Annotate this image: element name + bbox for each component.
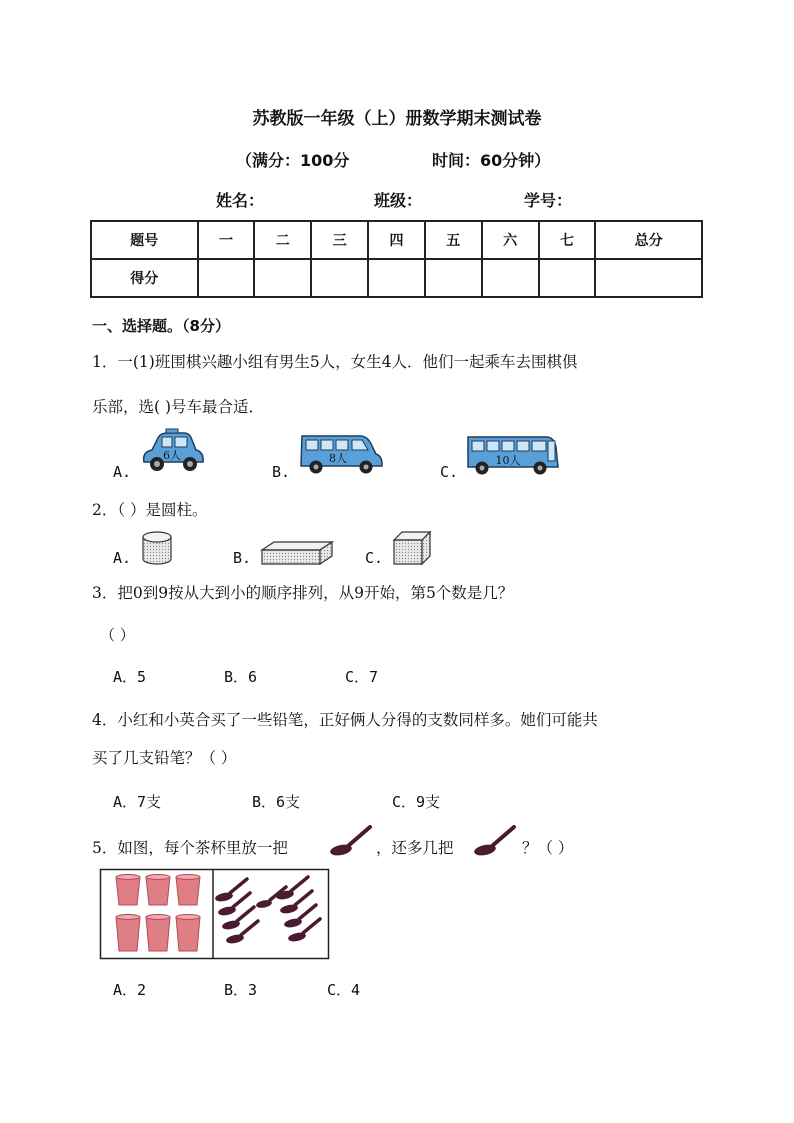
option-c: C．7 [345,668,379,686]
score-input-cell[interactable] [539,259,596,297]
section-title: 一、选择题。（8分） [92,317,230,335]
cylinder-icon [140,530,176,566]
score-table [90,220,703,298]
question-4-line-1: 4．小红和小英合买了一些铅笔，正好俩人分得的支数同样多。她们可能共 [92,711,598,729]
score-input-cell[interactable] [368,259,425,297]
question-3: 3．把0到9按从大到小的顺序排列，从9开始，第5个数是几？ [92,584,514,602]
cube-icon [392,530,432,566]
table-cell: 得分 [91,259,198,297]
cup-icon [176,875,200,906]
question-2: 2．（ ）是圆柱。 [92,501,208,519]
score-input-cell[interactable] [254,259,311,297]
option-a-label: A. [113,463,132,481]
full-score: （满分：100分 [236,151,350,170]
option-b: B．6 [224,668,258,686]
table-cell: 七 [539,221,596,259]
table-cell: 二 [254,221,311,259]
table-cell: 总分 [595,221,702,259]
option-a-label: A. [113,549,132,567]
table-cell: 一 [198,221,255,259]
score-table-header-row [91,221,702,259]
cup-icon [146,875,170,906]
student-id-label: 学号： [524,191,573,210]
score-input-cell[interactable] [482,259,539,297]
class-label: 班级： [374,191,423,210]
answer-bracket: （ ） [100,626,135,644]
exam-time: 时间：60分钟） [432,151,551,170]
cups-and-spoons-figure [100,869,329,959]
option-b: B．6支 [252,793,301,811]
question-4-line-2: 买了几支铅笔？（ ） [92,749,237,767]
cuboid-icon [260,540,336,566]
van-8-icon [298,432,384,474]
option-b-label: B. [233,549,252,567]
name-label: 姓名： [216,191,265,210]
cup-icon [116,875,140,906]
table-cell: 三 [311,221,368,259]
option-c-label: C. [365,549,384,567]
option-c-label: C. [440,463,459,481]
car-6-label: 6人 [163,449,181,462]
option-c: C．4 [327,981,361,999]
question-1-line-1: 1．一(1)班围棋兴趣小组有男生5人，女生4人．他们一起乘车去围棋俱 [92,353,578,371]
option-a: A．2 [113,981,147,999]
bus-10-label: 10人 [495,454,521,467]
question-1-line-2: 乐部，选( )号车最合适． [92,398,265,416]
table-cell: 六 [482,221,539,259]
score-input-cell[interactable] [595,259,702,297]
page-title: 苏教版一年级（上）册数学期末测试卷 [252,109,542,129]
score-input-cell[interactable] [198,259,255,297]
car-6-icon [140,428,206,474]
cup-icon [176,915,200,952]
bus-10-icon [466,433,560,475]
van-8-label: 8人 [329,452,347,465]
option-a: A．7支 [113,793,162,811]
score-input-cell[interactable] [425,259,482,297]
spoon-icon [470,824,518,858]
question-5-part-c: ？（ ） [522,839,574,857]
question-5-part-a: 5．如图，每个茶杯里放一把 [92,839,288,857]
option-b: B．3 [224,981,258,999]
cup-icon [116,915,140,952]
score-table-score-row [91,259,702,297]
table-cell: 五 [425,221,482,259]
option-a: A．5 [113,668,147,686]
score-input-cell[interactable] [311,259,368,297]
spoon-icon [326,824,374,858]
table-cell: 四 [368,221,425,259]
question-5-part-b: ，还多几把 [376,839,454,857]
cup-icon [146,915,170,952]
table-cell: 题号 [91,221,198,259]
option-c: C．9支 [392,793,441,811]
option-b-label: B. [272,463,291,481]
